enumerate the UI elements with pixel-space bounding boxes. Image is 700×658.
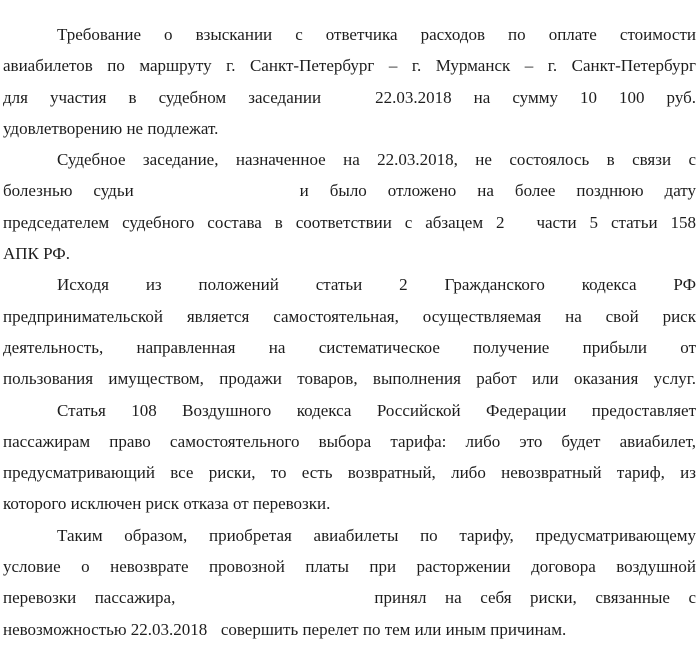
document-line (3, 395, 696, 426)
line-text: перевозки пассажира, (3, 588, 176, 608)
document-line (3, 19, 696, 50)
document-line (3, 520, 696, 551)
document-line (3, 50, 696, 81)
document-line (3, 301, 696, 332)
line-text: и было отложено на более позднюю дату (299, 181, 696, 201)
line-text: болезнью судьи (3, 181, 134, 201)
line-text: Судебное заседание, назначенное на 22.03.2018, не состоялось в связи с (57, 150, 696, 170)
line-text: части 5 статьи 158 (536, 212, 696, 232)
document-line (3, 175, 696, 206)
document-line (3, 113, 696, 144)
document-line (3, 238, 696, 269)
line-text: принял на себя риски, связанные с (374, 588, 696, 608)
redacted-gap (517, 227, 523, 228)
document-line (3, 363, 696, 394)
redacted-gap (212, 634, 217, 635)
line-text: Таким образом, приобретая авиабилеты по тарифу, предусматривающему (57, 525, 696, 545)
line-text: невозможностью 22.03.2018 (3, 619, 208, 639)
redacted-gap (194, 602, 356, 603)
redacted-gap (155, 195, 279, 196)
document-line (3, 614, 696, 645)
paragraph (3, 520, 696, 645)
document-line (3, 488, 696, 519)
paragraph (3, 144, 696, 269)
paragraph (3, 395, 696, 520)
document-line (3, 332, 696, 363)
line-text: деятельность, направленная на систематическое получение прибыли от (3, 337, 696, 357)
line-text: предпринимательской является самостоятельная, осуществляемая на свой риск (3, 306, 696, 326)
document-line (3, 207, 696, 238)
line-text: Исходя из положений статьи 2 Гражданского кодекса РФ (57, 275, 696, 295)
document-line (3, 82, 696, 113)
document-line (3, 144, 696, 175)
line-text: пассажирам право самостоятельного выбора тарифа: либо это будет авиабилет, (3, 431, 696, 451)
line-text: председателем судебного состава в соответствии с абзацем 2 (3, 212, 505, 232)
document-line (3, 457, 696, 488)
line-text: пользования имуществом, продажи товаров, выполнения работ или оказания услуг. (3, 369, 696, 389)
document-line (3, 426, 696, 457)
line-text: АПК РФ. (3, 244, 70, 264)
line-text: 22.03.2018 на сумму 10 100 руб. (375, 87, 696, 107)
line-text: удовлетворению не подлежат. (3, 118, 219, 138)
document-line (3, 582, 696, 613)
line-text: которого исключен риск отказа от перевозки. (3, 494, 331, 514)
line-text: совершить перелет по тем или иным причинам. (220, 619, 567, 639)
paragraph (3, 269, 696, 394)
line-text: Требование о взыскании с ответчика расходов по оплате стоимости (57, 25, 696, 44)
line-text: условие о невозврате провозной платы при расторжении договора воздушной (3, 557, 696, 577)
line-text: Статья 108 Воздушного кодекса Российской Федерации предоставляет (57, 400, 696, 420)
paragraph (3, 19, 696, 144)
redacted-gap (343, 102, 353, 103)
line-text: авиабилетов по маршруту г. Санкт-Петербург – г. Мурманск – г. Санкт-Петербург (3, 56, 696, 76)
document-line (3, 551, 696, 582)
line-text: предусматривающий все риски, то есть возвратный, либо невозвратный тариф, из (3, 463, 696, 483)
line-text: для участия в судебном заседании (3, 87, 322, 107)
document-line (3, 269, 696, 300)
